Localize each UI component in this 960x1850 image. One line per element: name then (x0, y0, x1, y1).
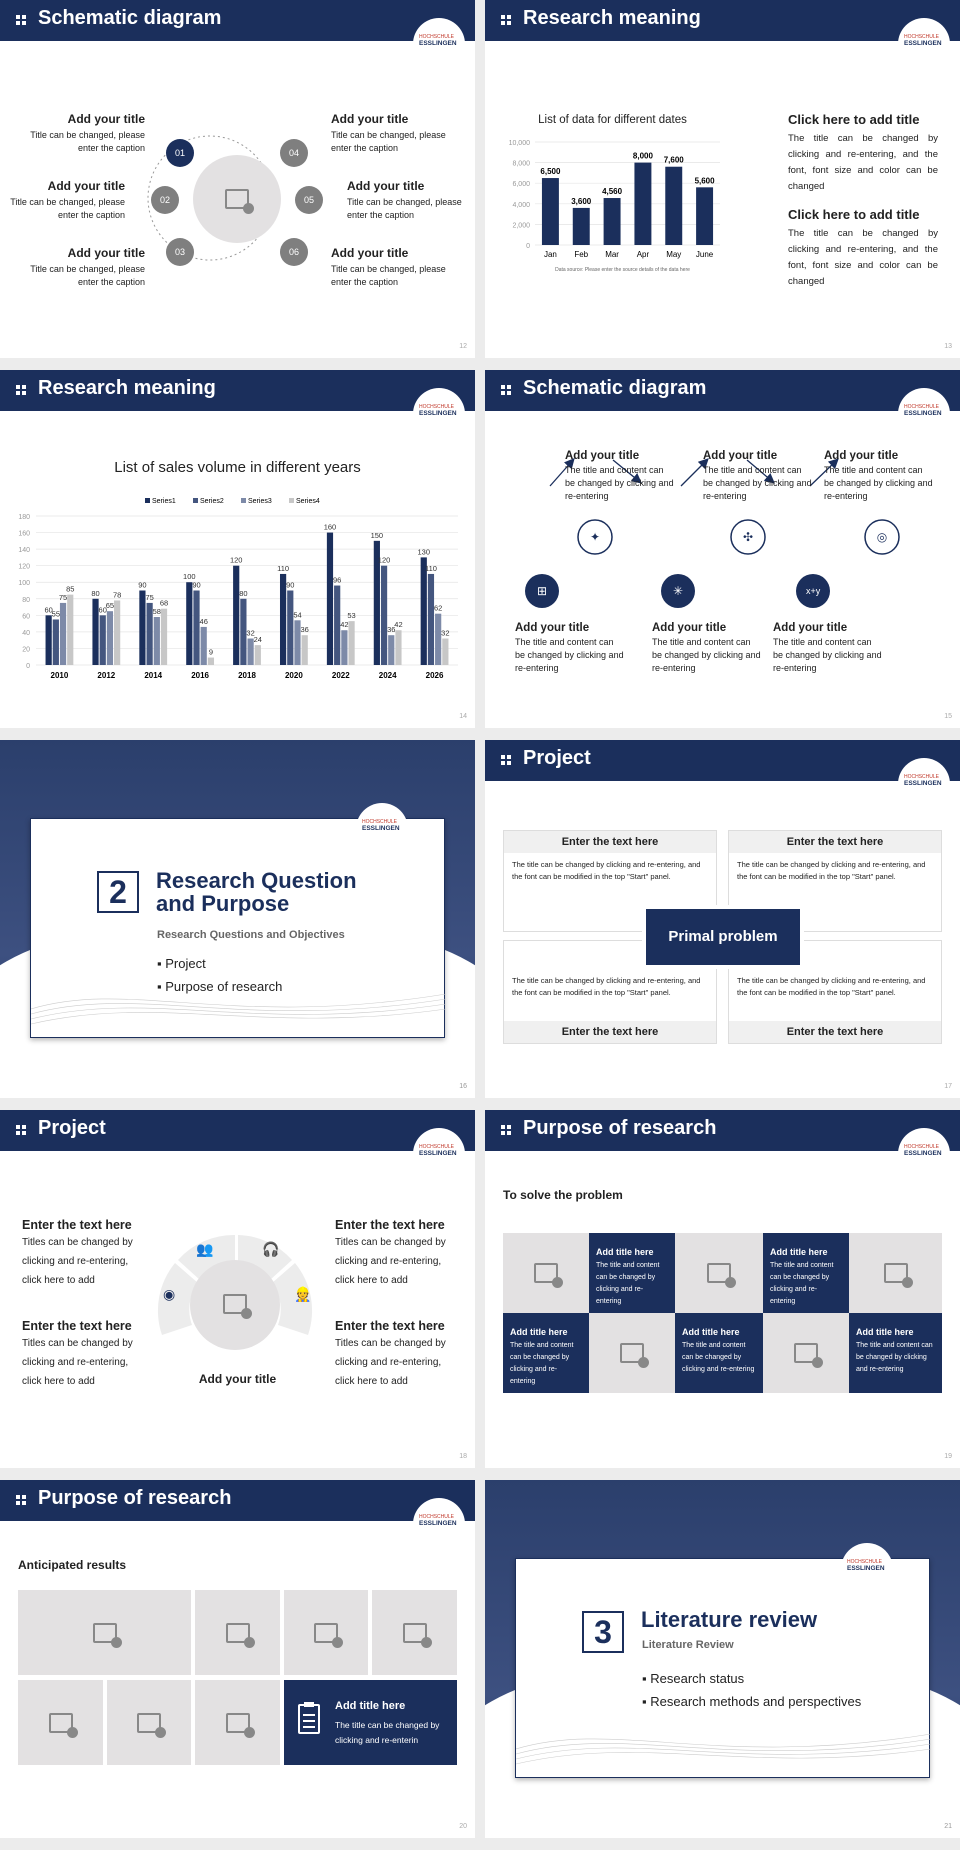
slide-header (0, 1110, 475, 1151)
bar (154, 617, 160, 665)
y-tick-label: 60 (22, 613, 30, 621)
section-subtitle: Research Questions and Objectives (157, 929, 345, 941)
bar (302, 635, 308, 665)
y-tick-label: 8,000 (512, 160, 530, 168)
image-placeholder[interactable] (284, 1590, 368, 1675)
slide-14 (0, 370, 475, 728)
university-logo: HOCHSCHULE ESSLINGEN (898, 1128, 950, 1180)
section-number: 2 (97, 871, 139, 913)
bullet-item[interactable]: ▪ Research methods and perspectives (642, 1694, 862, 1709)
chip-icon: ⊞ (536, 584, 548, 598)
bar (287, 591, 293, 666)
section-title: Literature review (641, 1607, 818, 1632)
image-placeholder[interactable] (195, 1590, 280, 1675)
target-icon: ◎ (876, 530, 888, 544)
data-label: 100 (183, 572, 196, 582)
data-label: 75 (58, 592, 68, 602)
date-bar-chart (495, 130, 730, 275)
page-number: 16 (459, 1083, 467, 1090)
title-card[interactable]: Add title here The title and content can be changed by clicking and re-entering (849, 1313, 942, 1393)
data-label: 36 (300, 625, 309, 635)
data-label: 53 (347, 611, 356, 621)
data-label: 24 (253, 635, 262, 645)
data-label: 110 (424, 563, 437, 573)
item-block[interactable]: Add your title Title can be changed, please enter the caption (331, 246, 446, 287)
chart-title: List of data for different dates (538, 114, 687, 126)
image-icon (534, 1263, 558, 1283)
university-logo: HOCHSCHULE ESSLINGEN (898, 758, 950, 810)
data-label: 96 (333, 575, 342, 585)
y-tick-label: 120 (18, 563, 30, 571)
item-block[interactable]: Add your title Title can be changed, please enter the caption (347, 179, 462, 220)
text-block[interactable]: Click here to add title The title can be changed by clicking and re-entering, and the font, font size and color can be changed (788, 207, 938, 287)
bar (114, 600, 120, 665)
x-tick-label: 2010 (50, 671, 69, 680)
y-tick-label: 140 (18, 547, 30, 555)
slide-title: Research meaning (38, 377, 216, 399)
slide-title: Project (38, 1117, 106, 1139)
section-number: 3 (582, 1611, 624, 1653)
bar (428, 574, 434, 665)
slide-title: Schematic diagram (38, 7, 222, 29)
slide-header (0, 1480, 475, 1521)
primal-problem-box[interactable]: Primal problem (642, 905, 804, 969)
slide-19 (485, 1110, 960, 1468)
step-badge-03: 03 (166, 238, 194, 266)
image-icon (225, 189, 249, 209)
title-card[interactable]: Add title here The title and content can be changed by clicking and re-entering (589, 1233, 675, 1313)
clipboard-icon (298, 1704, 320, 1734)
legend-label: Series4 (296, 498, 320, 505)
dots-icon (501, 755, 511, 765)
team-icon: 👥 (196, 1241, 214, 1257)
y-tick-label: 0 (526, 243, 530, 250)
data-label: 58 (152, 606, 161, 616)
x-tick-label: 2012 (97, 671, 116, 680)
data-label: 6,500 (540, 167, 561, 177)
title-card[interactable]: Add title here The title and content can be changed by clicking and re-entering (503, 1313, 589, 1393)
step-text[interactable]: Add your title The title and content can be changed by clicking and re-entering (703, 450, 812, 501)
legend-swatch (193, 498, 198, 503)
section-title: Research Question and Purpose (156, 868, 357, 916)
bar (327, 533, 333, 665)
image-icon (223, 1294, 247, 1314)
image-icon (707, 1263, 731, 1283)
image-placeholder[interactable] (107, 1680, 191, 1765)
bar (201, 627, 207, 665)
data-label: 78 (112, 590, 122, 600)
x-tick-label: 2020 (284, 671, 303, 680)
slide-18 (0, 1110, 475, 1468)
center-image-placeholder[interactable] (193, 155, 281, 243)
slide-12 (0, 0, 475, 358)
slide-header (0, 370, 475, 411)
x-tick-label: 2014 (144, 671, 163, 680)
data-label: 9 (208, 647, 213, 657)
page-number: 12 (459, 343, 467, 350)
image-icon (137, 1713, 161, 1733)
dots-icon (16, 15, 26, 25)
page-number: 19 (944, 1453, 952, 1460)
slide-title: Purpose of research (523, 1117, 717, 1139)
x-tick-label: 2018 (238, 671, 256, 680)
bar (388, 635, 394, 665)
sparkle-icon: ✦ (589, 530, 601, 544)
bar (233, 566, 239, 665)
slide-20 (0, 1480, 475, 1838)
bar (161, 609, 167, 665)
image-placeholder[interactable] (675, 1233, 763, 1313)
image-icon (620, 1343, 644, 1363)
step-badge-06: 06 (280, 238, 308, 266)
section-subtitle: To solve the problem (503, 1188, 623, 1202)
data-label: 68 (159, 598, 169, 608)
step-text[interactable]: Add your title The title and content can be changed by clicking and re-entering (515, 622, 624, 673)
bar (604, 198, 621, 245)
problem-cell[interactable]: Enter the text here The title can be changed by clicking and re-entering, and the font can be modified in the top "Start" panel. (728, 830, 942, 932)
wave-decoration (516, 1709, 931, 1779)
y-tick-label: 10,000 (508, 140, 530, 147)
slide-17 (485, 740, 960, 1098)
data-label: 90 (138, 580, 147, 590)
page-number: 20 (459, 1823, 467, 1830)
item-block[interactable]: Add your title Title can be changed, please enter the caption (331, 112, 446, 153)
legend-label: Series2 (200, 498, 224, 505)
data-label: 32 (441, 628, 450, 638)
image-placeholder[interactable] (18, 1590, 191, 1675)
step-badge-02: 02 (151, 186, 179, 214)
university-logo: HOCHSCHULE ESSLINGEN (841, 1543, 893, 1595)
title-card[interactable]: Add title here The title and content can be changed by clicking and re-entering (763, 1233, 849, 1313)
data-label: 3,600 (571, 196, 592, 206)
dots-icon (16, 1125, 26, 1135)
university-logo: HOCHSCHULE ESSLINGEN (898, 18, 950, 70)
x-tick-label: 2022 (331, 671, 350, 680)
data-label: 36 (387, 625, 396, 635)
bar (255, 645, 261, 665)
problem-cell[interactable]: The title can be changed by clicking and re-entering, and the font can be modified in the top "Start" panel. Enter the text here (728, 940, 942, 1044)
bar (53, 619, 59, 665)
legend-label: Series3 (248, 498, 272, 505)
slide-header (485, 740, 960, 781)
data-label: 5,600 (694, 176, 715, 186)
data-label: 65 (105, 601, 115, 611)
x-tick-label: 2016 (191, 671, 210, 680)
data-label: 42 (340, 620, 349, 630)
bar (348, 621, 354, 665)
slide-15 (485, 370, 960, 728)
university-logo: HOCHSCHULE ESSLINGEN (413, 1128, 465, 1180)
text-block[interactable]: Enter the text here Titles can be changed by clicking and re-entering, click here to add (335, 1319, 446, 1387)
bar (665, 167, 682, 245)
y-tick-label: 4,000 (512, 201, 530, 209)
image-icon (794, 1343, 818, 1363)
university-logo: HOCHSCHULE ESSLINGEN (898, 388, 950, 440)
data-label: 75 (145, 592, 154, 602)
y-tick-label: 40 (22, 629, 30, 637)
chart-title: List of sales volume in different years (114, 459, 361, 476)
university-logo: HOCHSCHULE ESSLINGEN (413, 18, 465, 70)
data-label: 80 (91, 588, 100, 598)
data-label: 4,560 (602, 187, 623, 197)
university-logo: HOCHSCHULE ESSLINGEN (356, 803, 408, 855)
data-label: 120 (377, 555, 391, 565)
university-logo: HOCHSCHULE ESSLINGEN (413, 1498, 465, 1550)
bar (381, 566, 387, 665)
slide-title: Purpose of research (38, 1487, 232, 1509)
image-placeholder[interactable] (18, 1680, 103, 1765)
wave-decoration (31, 969, 446, 1039)
y-tick-label: 0 (26, 663, 30, 670)
data-label: 54 (293, 610, 302, 620)
data-label: 150 (370, 530, 384, 540)
dots-icon (16, 385, 26, 395)
support-agent-icon: 🎧 (262, 1241, 280, 1257)
text-block[interactable]: Click here to add title The title can be changed by clicking and re-entering, and the font, font size and color can be changed (788, 112, 938, 192)
text-block[interactable]: Enter the text here Titles can be changed by clicking and re-entering, click here to add (22, 1319, 133, 1387)
data-label: 42 (394, 620, 403, 630)
data-label: 55 (51, 609, 61, 619)
item-block[interactable]: Add your title Title can be changed, please enter the caption (30, 112, 145, 153)
user-circle-icon: ◉ (163, 1286, 176, 1302)
legend-swatch (241, 498, 246, 503)
bar (186, 582, 192, 665)
ring-title: Add your title (198, 1372, 277, 1386)
x-tick-label: 2026 (425, 671, 444, 680)
worker-icon: 👷 (294, 1286, 312, 1302)
x-tick-label: May (666, 250, 682, 259)
legend-swatch (289, 498, 294, 503)
image-icon (49, 1713, 73, 1733)
bar (442, 639, 448, 665)
result-card[interactable]: Add title here The title can be changed by clicking and re-enterin (284, 1680, 457, 1765)
slide-header (485, 0, 960, 41)
slide-header (0, 0, 475, 41)
data-label: 110 (277, 563, 290, 573)
image-placeholder[interactable] (195, 1680, 280, 1765)
image-icon (93, 1623, 117, 1643)
data-label: 130 (417, 547, 431, 557)
data-label: 80 (239, 588, 248, 598)
data-label: 46 (199, 616, 208, 626)
dots-icon (501, 1125, 511, 1135)
slide-13 (485, 0, 960, 358)
data-label: 60 (98, 605, 107, 615)
x-tick-label: 2024 (378, 671, 397, 680)
y-tick-label: 160 (18, 530, 30, 538)
bar (435, 614, 441, 665)
x-tick-label: Feb (574, 250, 589, 259)
bar (107, 611, 113, 665)
item-block[interactable]: Add your title Title can be changed, please enter the caption (10, 179, 125, 220)
item-block[interactable]: Add your title Title can be changed, please enter the caption (30, 246, 145, 287)
dots-icon (501, 15, 511, 25)
slide-title: Project (523, 747, 591, 769)
title-card[interactable]: Add title here The title and content can be changed by clicking and re-entering (675, 1313, 763, 1393)
network-icon: ✣ (742, 530, 754, 544)
image-placeholder[interactable] (589, 1313, 675, 1393)
slide-16 (0, 740, 475, 1098)
y-tick-label: 6,000 (512, 181, 530, 189)
slide-21 (485, 1480, 960, 1838)
legend-swatch (145, 498, 150, 503)
image-icon (226, 1623, 250, 1643)
bar (67, 595, 73, 665)
data-label: 90 (192, 580, 201, 590)
text-block[interactable]: Enter the text here Titles can be changed by clicking and re-entering, click here to add (335, 1218, 446, 1286)
data-label: 8,000 (632, 151, 653, 161)
step-badge-04: 04 (280, 139, 308, 167)
data-label: 60 (44, 605, 53, 615)
step-badge-05: 05 (295, 186, 323, 214)
slide-title: Research meaning (523, 7, 701, 29)
image-icon (226, 1713, 250, 1733)
page-number: 13 (944, 343, 952, 350)
bar (395, 630, 401, 665)
problem-cell[interactable]: Enter the text here The title can be changed by clicking and re-entering, and the font can be modified in the top "Start" panel. (503, 830, 717, 932)
page-number: 14 (459, 713, 467, 720)
page-number: 18 (459, 1453, 467, 1460)
image-placeholder[interactable] (849, 1233, 942, 1313)
page-number: 21 (944, 1823, 952, 1830)
data-label: 160 (323, 522, 337, 532)
x-tick-label: Jan (543, 250, 557, 259)
burst-icon: ✳ (672, 584, 684, 598)
page-number: 17 (944, 1083, 952, 1090)
data-label: 32 (246, 628, 255, 638)
step-text[interactable]: Add your title The title and content can be changed by clicking and re-entering (565, 450, 674, 501)
step-text[interactable]: Add your title The title and content can be changed by clicking and re-entering (824, 450, 933, 501)
dots-icon (16, 1495, 26, 1505)
slide-title: Schematic diagram (523, 377, 707, 399)
bar (208, 658, 214, 665)
bar (421, 557, 427, 665)
formula-icon: x+y (806, 586, 821, 596)
step-badge-01: 01 (166, 139, 194, 167)
image-placeholder[interactable] (503, 1233, 589, 1313)
y-tick-label: 80 (22, 596, 30, 604)
bar (60, 603, 66, 665)
image-placeholder[interactable] (763, 1313, 849, 1393)
section-card (515, 1558, 930, 1778)
bullet-item[interactable]: ▪ Purpose of research (157, 979, 283, 994)
bar (696, 187, 713, 245)
university-logo: HOCHSCHULE ESSLINGEN (413, 388, 465, 440)
page-number: 15 (944, 713, 952, 720)
x-tick-label: Apr (636, 250, 650, 259)
y-tick-label: 100 (18, 580, 30, 588)
sales-bar-chart (10, 488, 465, 708)
image-icon (884, 1263, 908, 1283)
center-image-placeholder[interactable] (207, 1276, 263, 1332)
bar (193, 591, 199, 666)
bar (573, 208, 590, 245)
data-label: 120 (229, 555, 243, 565)
text-block[interactable]: Enter the text here Titles can be changed by clicking and re-entering, click here to add (22, 1218, 133, 1286)
step-text[interactable]: Add your title The title and content can be changed by clicking and re-entering (773, 622, 882, 673)
data-label: 85 (66, 584, 75, 594)
bullet-item[interactable]: ▪ Project (157, 956, 206, 971)
data-label: 62 (433, 603, 443, 613)
bullet-item[interactable]: ▪ Research status (642, 1671, 745, 1686)
bar (341, 630, 347, 665)
data-label: 90 (286, 580, 295, 590)
image-placeholder[interactable] (372, 1590, 457, 1675)
chart-source: Data source: Please enter the source details of the data here (555, 267, 690, 273)
bar (634, 163, 651, 245)
y-tick-label: 20 (22, 646, 30, 654)
slide-header (485, 1110, 960, 1151)
step-text[interactable]: Add your title The title and content can be changed by clicking and re-entering (652, 622, 761, 673)
data-label: 7,600 (663, 155, 684, 165)
image-icon (314, 1623, 338, 1643)
section-card (30, 818, 445, 1038)
section-subtitle: Anticipated results (18, 1558, 127, 1572)
y-tick-label: 2,000 (512, 222, 530, 230)
image-icon (403, 1623, 427, 1643)
problem-cell[interactable]: The title can be changed by clicking and re-entering, and the font can be modified in the top "Start" panel. Enter the text here (503, 940, 717, 1044)
bar (542, 178, 559, 245)
bar (46, 615, 52, 665)
legend-label: Series1 (152, 498, 176, 505)
bar (100, 615, 106, 665)
y-tick-label: 180 (18, 514, 30, 521)
x-tick-label: June (695, 250, 714, 259)
x-tick-label: Mar (605, 250, 619, 259)
section-subtitle: Literature Review (642, 1639, 734, 1651)
